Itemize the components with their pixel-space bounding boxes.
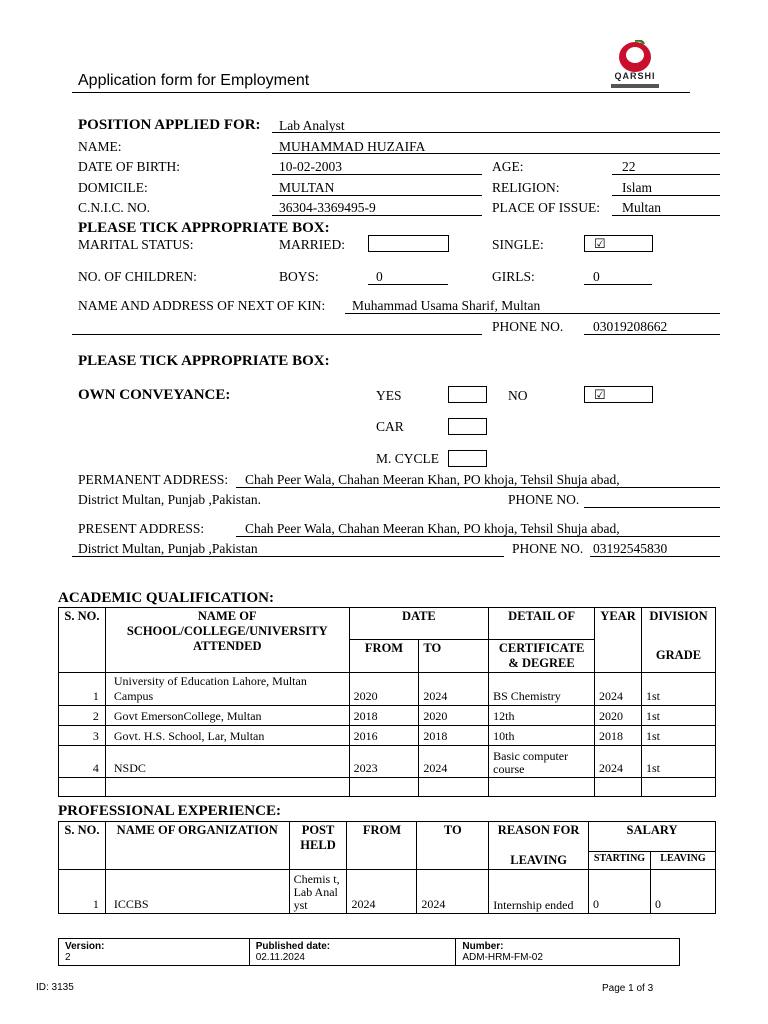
- table-row: [59, 673, 716, 706]
- col-division: DIVISION: [642, 608, 716, 640]
- cell-salary-leaving: 0: [651, 870, 716, 914]
- table-row-empty: [59, 778, 716, 797]
- cell-institution: University of Education Lahore, Multan Campus: [105, 673, 349, 706]
- col-sno: S. NO.: [59, 608, 106, 673]
- age-value[interactable]: 22: [622, 159, 636, 174]
- table-row: [59, 746, 716, 778]
- boys-underline: [368, 284, 448, 285]
- present-phone-value[interactable]: 03192545830: [593, 541, 668, 556]
- cell-organization: ICCBS: [105, 870, 289, 914]
- tick-heading-2: PLEASE TICK APPROPRIATE BOX:: [78, 353, 330, 369]
- kin-value[interactable]: Muhammad Usama Sharif, Multan: [352, 298, 541, 313]
- cell-from: 2016: [349, 726, 419, 746]
- conveyance-label: OWN CONVEYANCE:: [78, 387, 231, 403]
- kin-label: NAME AND ADDRESS OF NEXT OF KIN:: [78, 298, 326, 313]
- no-label: NO: [508, 388, 528, 403]
- cell-reason: Internship ended: [489, 870, 589, 914]
- kin-phone-value[interactable]: 03019208662: [593, 319, 668, 334]
- boys-label: BOYS:: [279, 269, 319, 284]
- academic-table: [58, 607, 716, 797]
- col-grade: GRADE: [642, 640, 716, 673]
- present-underline-2: [72, 556, 504, 557]
- cell-from: 2024: [347, 870, 417, 914]
- cell-detail: Basic computer course: [489, 746, 595, 778]
- cell-year: 2018: [595, 726, 642, 746]
- cell-institution: Govt. H.S. School, Lar, Multan: [105, 726, 349, 746]
- company-logo: [607, 40, 663, 92]
- col-organization: NAME OF ORGANIZATION: [105, 822, 289, 870]
- age-underline: [612, 174, 720, 175]
- car-checkbox[interactable]: [448, 418, 487, 435]
- dob-value[interactable]: 10-02-2003: [279, 159, 342, 174]
- name-value[interactable]: MUHAMMAD HUZAIFA: [279, 139, 426, 154]
- number-value: ADM-HRM-FM-02: [462, 952, 543, 963]
- col-to: TO: [419, 640, 489, 673]
- cell-grade: 1st: [642, 726, 716, 746]
- col-to: TO: [417, 822, 489, 870]
- col-from: FROM: [349, 640, 419, 673]
- col-sno: S. NO.: [59, 822, 106, 870]
- permanent-phone-label: PHONE NO.: [508, 492, 580, 507]
- col-salary: SALARY: [589, 822, 716, 852]
- cell-year: 2020: [595, 706, 642, 726]
- boys-value[interactable]: 0: [376, 269, 383, 284]
- permanent-underline-1: [236, 487, 720, 488]
- professional-table: [58, 821, 716, 914]
- published-cell: [249, 939, 456, 966]
- col-from: FROM: [347, 822, 417, 870]
- cell-grade: 1st: [642, 673, 716, 706]
- single-label: SINGLE:: [492, 237, 544, 252]
- cnic-value[interactable]: 36304-3369495-9: [279, 200, 376, 215]
- cnic-underline: [272, 215, 482, 216]
- married-checkbox[interactable]: [368, 235, 449, 252]
- dob-label: DATE OF BIRTH:: [78, 159, 180, 174]
- children-label: NO. OF CHILDREN:: [78, 269, 197, 284]
- checkmark-icon: ☑: [594, 236, 606, 251]
- yes-label: YES: [376, 388, 402, 403]
- single-checkbox[interactable]: [584, 235, 653, 252]
- cell-post: Chemis t, Lab Analyst: [289, 870, 347, 914]
- footer-table: [58, 938, 680, 966]
- domicile-label: DOMICILE:: [78, 180, 148, 195]
- academic-heading: ACADEMIC QUALIFICATION:: [58, 590, 274, 606]
- domicile-underline: [272, 195, 482, 196]
- title-underline: [72, 92, 690, 93]
- name-label: NAME:: [78, 139, 122, 154]
- cell-grade: 1st: [642, 706, 716, 726]
- cell-to: 2024: [417, 870, 489, 914]
- permanent-phone-underline: [584, 507, 720, 508]
- document-id: ID: 3135: [36, 982, 74, 993]
- version-value: 2: [65, 952, 71, 963]
- col-detail: DETAIL OF: [489, 608, 595, 640]
- page-number: Page 1 of 3: [602, 983, 654, 994]
- yes-checkbox[interactable]: [448, 386, 487, 403]
- professional-heading: PROFESSIONAL EXPERIENCE:: [58, 803, 281, 819]
- number-cell: [456, 939, 680, 966]
- col-salary-leaving: LEAVING: [651, 852, 716, 870]
- cell-detail: BS Chemistry: [489, 673, 595, 706]
- cell-from: 2020: [349, 673, 419, 706]
- number-label: Number:: [462, 941, 504, 952]
- col-year: YEAR: [595, 608, 642, 673]
- cell-year: 2024: [595, 746, 642, 778]
- col-post: POST HELD: [289, 822, 347, 870]
- kin-underline: [345, 313, 720, 314]
- col-salary-starting: STARTING: [589, 852, 651, 870]
- table-row: [59, 726, 716, 746]
- cnic-label: C.N.I.C. NO.: [78, 200, 151, 215]
- version-label: Version:: [65, 941, 105, 952]
- logo-wordmark: QARSHI: [614, 71, 656, 81]
- col-reason-leaving: LEAVING: [489, 852, 589, 870]
- logo-stripe: [611, 84, 659, 88]
- present-phone-label: PHONE NO.: [512, 541, 584, 556]
- checkmark-icon: ☑: [594, 387, 606, 402]
- marital-label: MARITAL STATUS:: [78, 237, 194, 252]
- published-label: Published date:: [255, 941, 331, 952]
- col-institution: NAME OF SCHOOL/COLLEGE/UNIVERSITY ATTENDED: [105, 608, 349, 673]
- present-label: PRESENT ADDRESS:: [78, 521, 205, 536]
- mcycle-label: M. CYCLE: [376, 451, 440, 466]
- car-label: CAR: [376, 419, 404, 434]
- cell-grade: 1st: [642, 746, 716, 778]
- present-line2[interactable]: District Multan, Punjab ,Pakistan: [78, 541, 258, 556]
- page-title: Application form for Employment: [78, 72, 310, 89]
- mcycle-checkbox[interactable]: [448, 450, 487, 467]
- religion-underline: [612, 195, 720, 196]
- present-line1[interactable]: Chah Peer Wala, Chahan Meeran Khan, PO khoja, Tehsil Shuja abad,: [245, 521, 620, 536]
- religion-value[interactable]: Islam: [622, 180, 652, 195]
- cell-to: 2024: [419, 746, 489, 778]
- cell-sno: 1: [59, 870, 106, 914]
- cell-institution: Govt EmersonCollege, Multan: [105, 706, 349, 726]
- position-label: POSITION APPLIED FOR:: [78, 117, 261, 133]
- cell-to: 2024: [419, 673, 489, 706]
- place-issue-underline: [612, 215, 720, 216]
- version-cell: [59, 939, 250, 966]
- cell-to: 2020: [419, 706, 489, 726]
- table-row: [59, 706, 716, 726]
- permanent-line2[interactable]: District Multan, Punjab ,Pakistan.: [78, 492, 261, 507]
- cell-from: 2018: [349, 706, 419, 726]
- cell-institution: NSDC: [105, 746, 349, 778]
- cell-year: 2024: [595, 673, 642, 706]
- tick-heading-1: PLEASE TICK APPROPRIATE BOX:: [78, 220, 330, 236]
- cell-sno: 4: [59, 746, 106, 778]
- permanent-label: PERMANENT ADDRESS:: [78, 472, 229, 487]
- col-date: DATE: [349, 608, 489, 640]
- name-underline: [272, 153, 720, 154]
- present-phone-underline: [590, 556, 720, 557]
- girls-underline: [584, 284, 652, 285]
- cell-sno: 3: [59, 726, 106, 746]
- cell-detail: 12th: [489, 706, 595, 726]
- published-value: 02.11.2024: [255, 952, 305, 963]
- kin-phone-underline: [584, 334, 720, 335]
- cell-from: 2023: [349, 746, 419, 778]
- girls-value[interactable]: 0: [593, 269, 600, 284]
- permanent-line1[interactable]: Chah Peer Wala, Chahan Meeran Khan, PO khoja, Tehsil Shuja abad,: [245, 472, 620, 487]
- position-underline: [272, 132, 720, 133]
- cell-sno: 1: [59, 673, 106, 706]
- married-label: MARRIED:: [279, 237, 346, 252]
- religion-label: RELIGION:: [492, 180, 560, 195]
- place-issue-label: PLACE OF ISSUE:: [492, 200, 601, 215]
- table-row: [59, 870, 716, 914]
- col-detail-degree: CERTIFICATE & DEGREE: [489, 640, 595, 673]
- place-issue-value[interactable]: Multan: [622, 200, 661, 215]
- domicile-value[interactable]: MULTAN: [279, 180, 335, 195]
- col-reason: REASON FOR: [489, 822, 589, 852]
- dob-underline: [272, 174, 482, 175]
- cell-sno: 2: [59, 706, 106, 726]
- cell-detail: 10th: [489, 726, 595, 746]
- position-value[interactable]: Lab Analyst: [279, 118, 345, 133]
- no-checkbox[interactable]: [584, 386, 653, 403]
- kin-second-line: [72, 334, 482, 335]
- cell-salary-starting: 0: [589, 870, 651, 914]
- present-underline-1: [236, 536, 720, 537]
- girls-label: GIRLS:: [492, 269, 535, 284]
- age-label: AGE:: [492, 159, 524, 174]
- cell-to: 2018: [419, 726, 489, 746]
- kin-phone-label: PHONE NO.: [492, 319, 564, 334]
